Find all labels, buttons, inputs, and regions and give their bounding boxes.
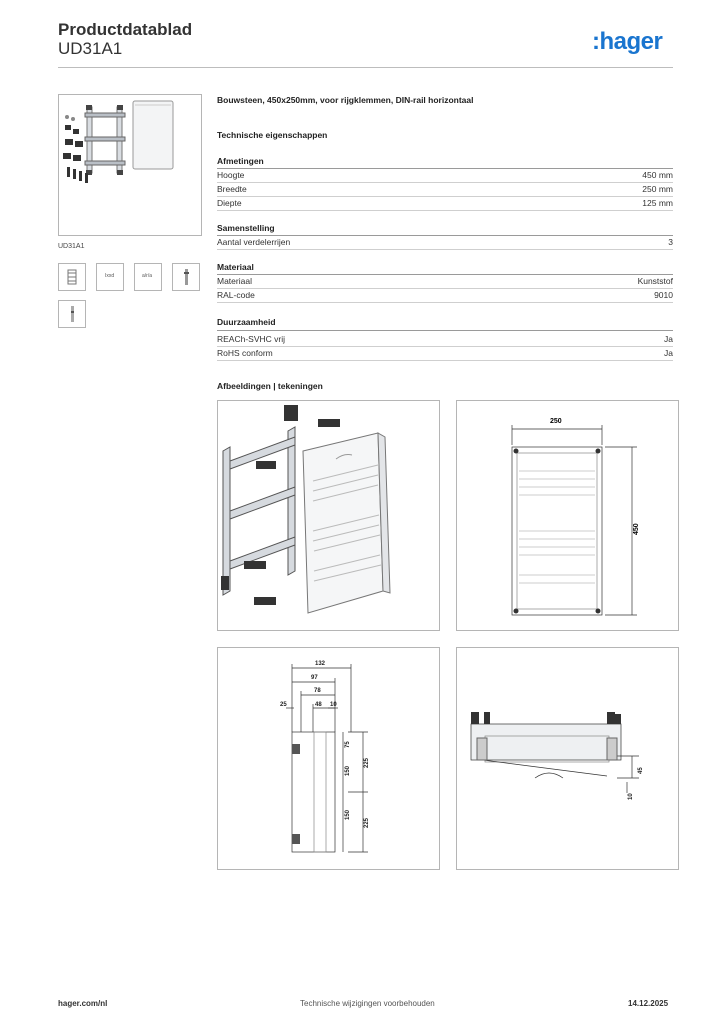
thumb-rail-symbol[interactable] — [58, 263, 86, 291]
dim-d1: 132 — [315, 661, 326, 667]
spec-value: Kunststof — [637, 276, 673, 286]
spec-value: 250 mm — [642, 184, 673, 194]
dim-d5: 10 — [330, 702, 337, 708]
dim-d3: 78 — [314, 688, 321, 694]
spec-row — [217, 289, 673, 303]
strip-profile-icon — [59, 301, 85, 327]
section-divider — [217, 330, 673, 331]
thumb-terminal-label[interactable] — [96, 263, 124, 291]
spec-label: Breedte — [217, 184, 247, 194]
drawing-front-view[interactable] — [456, 400, 679, 631]
dim-v4: 150 — [345, 809, 351, 820]
spec-row — [217, 333, 673, 347]
spec-row — [217, 236, 673, 250]
spec-label: RAL-code — [217, 290, 255, 300]
drawing-side-view[interactable] — [217, 647, 440, 870]
spec-value: 450 mm — [642, 170, 673, 180]
product-code: UD31A1 — [58, 39, 123, 58]
footer-website[interactable]: hager.com/nl — [58, 999, 108, 1008]
dim-v2: 150 — [345, 765, 351, 776]
spec-value: 3 — [668, 237, 673, 247]
spec-label: Hoogte — [217, 170, 245, 180]
thumb-strip-profile[interactable] — [58, 300, 86, 328]
spec-value: Ja — [664, 334, 673, 344]
spec-label: RoHS conform — [217, 348, 273, 358]
section-title-afmetingen: Afmetingen — [217, 156, 264, 166]
terminal-label-icon: Ixxd — [105, 273, 115, 279]
product-image[interactable] — [58, 94, 202, 236]
dim-v5: 225 — [364, 817, 370, 828]
spec-value: 9010 — [654, 290, 673, 300]
drawing-bottom-view[interactable] — [456, 647, 679, 870]
drawings-heading: Afbeeldingen | tekeningen — [217, 381, 323, 391]
dim-h1: 45 — [638, 767, 644, 774]
thumb-side-profile[interactable] — [172, 263, 200, 291]
dim-height-label: 450 — [633, 523, 640, 535]
clamp-label-icon: a/r/a — [142, 273, 153, 279]
spec-value: 125 mm — [642, 198, 673, 208]
dim-v1: 75 — [345, 741, 351, 748]
specs-heading: Technische eigenschappen — [217, 130, 328, 140]
dim-d6: 25 — [280, 702, 287, 708]
dim-v3: 225 — [364, 757, 370, 768]
section-title-duurzaamheid: Duurzaamheid — [217, 317, 276, 327]
hager-logo: :hager — [592, 28, 663, 55]
spec-label: Diepte — [217, 198, 242, 208]
spec-row — [217, 347, 673, 361]
section-title-samenstelling: Samenstelling — [217, 223, 275, 233]
side-profile-icon — [173, 264, 199, 290]
footer-date: 14.12.2025 — [628, 999, 669, 1008]
dim-d2: 97 — [311, 675, 318, 681]
dim-h2: 10 — [628, 793, 634, 800]
thumb-clamp-label[interactable] — [134, 263, 162, 291]
footer-note: Technische wijzigingen voorbehouden — [300, 999, 435, 1008]
product-description: Bouwsteen, 450x250mm, voor rijgklemmen, DIN-rail horizontaal — [217, 95, 474, 105]
spec-label: REACh-SVHC vrij — [217, 334, 286, 344]
product-image-caption: UD31A1 — [58, 243, 85, 250]
spec-row — [217, 275, 673, 289]
spec-row — [217, 169, 673, 183]
drawing-isometric[interactable] — [217, 400, 440, 631]
spec-row — [217, 197, 673, 211]
spec-row — [217, 183, 673, 197]
header-divider — [58, 67, 673, 68]
section-title-materiaal: Materiaal — [217, 262, 254, 272]
spec-label: Materiaal — [217, 276, 252, 286]
dim-d4: 48 — [315, 702, 322, 708]
spec-value: Ja — [664, 348, 673, 358]
rail-symbol-icon — [59, 264, 85, 290]
page-title: Productdatablad — [58, 20, 193, 39]
spec-label: Aantal verdelerrijen — [217, 237, 291, 247]
dim-width-label: 250 — [550, 418, 562, 425]
